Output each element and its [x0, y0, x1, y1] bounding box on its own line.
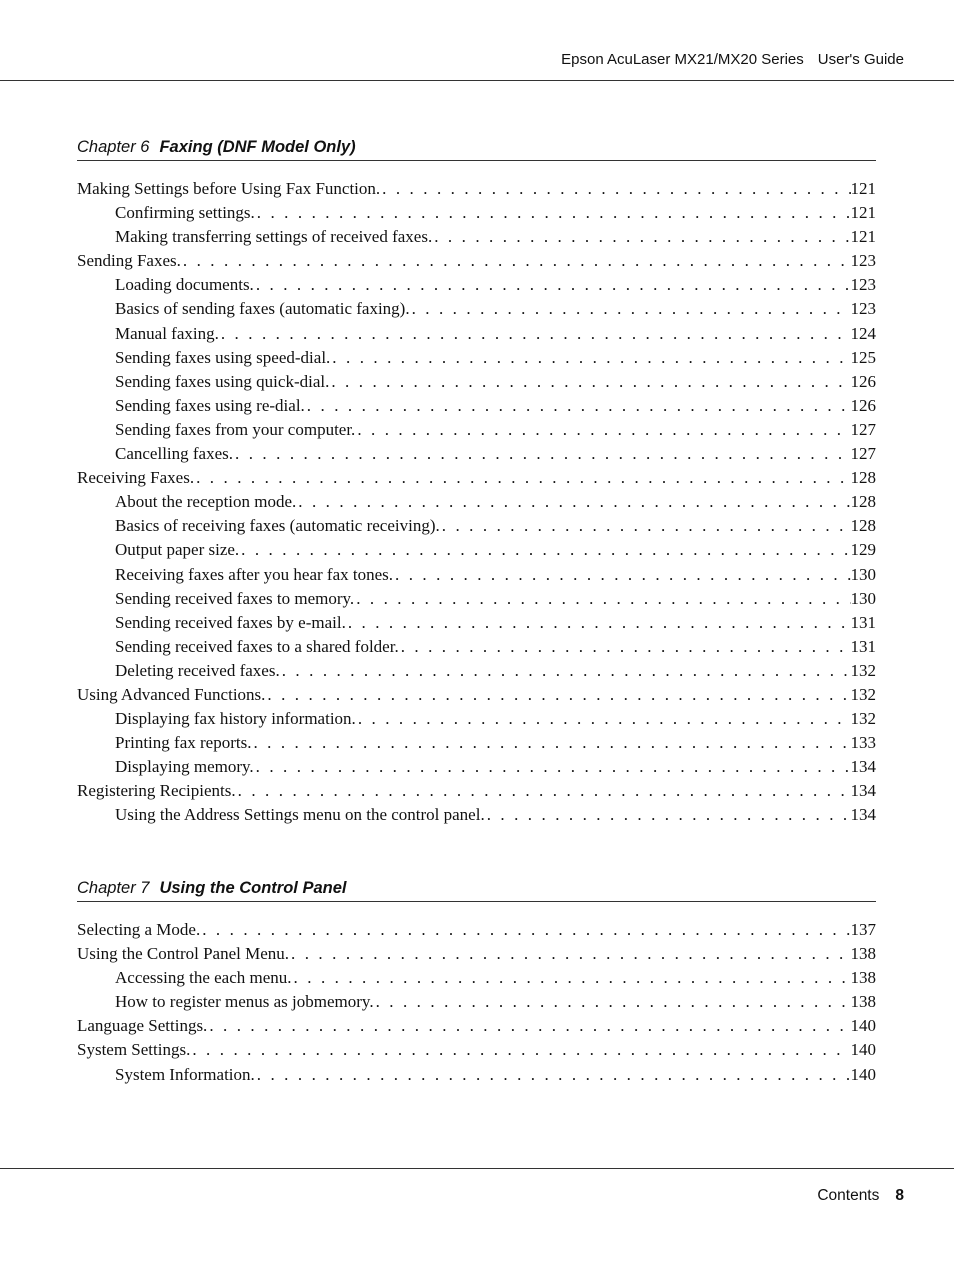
toc-entry-label: Receiving faxes after you hear fax tones. [115, 564, 394, 584]
toc-entry[interactable] [77, 322, 876, 346]
toc-entry-page: 123 [850, 275, 876, 295]
toc-entry-label: Loading documents. [115, 275, 254, 295]
toc-entry-page: 121 [850, 179, 876, 198]
dot-leader [254, 755, 851, 779]
toc-entry[interactable] [77, 490, 876, 514]
chapter-number: Chapter 6 [77, 138, 150, 156]
dot-leader [393, 563, 850, 587]
dot-leader [432, 225, 850, 249]
toc-entry-label: Selecting a Mode. [77, 920, 201, 939]
dot-leader [292, 966, 851, 990]
toc-entry-page: 140 [850, 1016, 876, 1036]
dot-leader [219, 322, 851, 346]
toc-entry[interactable] [77, 635, 876, 659]
toc-entry[interactable] [77, 201, 876, 225]
toc-entry[interactable] [77, 1038, 876, 1062]
dot-leader [329, 370, 850, 394]
toc-entry[interactable] [77, 514, 876, 538]
toc-entry[interactable] [77, 249, 876, 273]
toc-entry[interactable] [77, 683, 876, 707]
toc-entry-label: Using Advanced Functions. [77, 684, 266, 704]
toc-entry[interactable] [77, 418, 876, 442]
toc-entry[interactable] [77, 273, 876, 297]
toc-entry-label: Confirming settings. [115, 203, 255, 223]
dot-leader [399, 635, 851, 659]
toc-entry-page: 134 [850, 781, 876, 801]
toc-entry-label: Sending faxes using speed-dial. [115, 347, 331, 367]
dot-leader [485, 803, 851, 827]
toc-entry-label: Sending received faxes by e-mail. [115, 612, 346, 632]
toc-entry[interactable] [77, 346, 876, 370]
chapter-7-toc [77, 918, 876, 1087]
toc-entry-label: Displaying fax history information. [115, 709, 356, 729]
dot-leader [200, 918, 850, 942]
chapter-title: Faxing (DNF Model Only) [159, 138, 356, 156]
toc-entry-page: 131 [850, 612, 876, 632]
toc-entry-page: 127 [850, 444, 876, 464]
dot-leader [374, 990, 851, 1014]
toc-entry-page: 134 [850, 805, 876, 825]
chapter-7-heading [77, 879, 876, 902]
dot-leader [330, 346, 850, 370]
toc-entry[interactable] [77, 370, 876, 394]
toc-entry-label: Making transferring settings of received faxes. [115, 227, 433, 247]
dot-leader [181, 249, 851, 273]
chapter-title: Using the Control Panel [159, 879, 347, 897]
toc-entry-label: Language Settings. [77, 1016, 208, 1036]
dot-leader [255, 1063, 851, 1087]
dot-leader [346, 611, 851, 635]
toc-entry-label: Basics of receiving faxes (automatic receiving). [115, 516, 440, 536]
dot-leader [233, 442, 850, 466]
toc-entry-label: Manual faxing. [115, 323, 219, 343]
dot-leader [296, 490, 850, 514]
toc-entry[interactable] [77, 225, 876, 249]
toc-entry-label: Output paper size. [115, 540, 240, 560]
toc-entry[interactable] [77, 1063, 876, 1087]
toc-entry-label: Sending faxes from your computer. [115, 419, 356, 439]
toc-entry[interactable] [77, 611, 876, 635]
toc-entry-page: 126 [850, 395, 876, 415]
dot-leader [236, 779, 851, 803]
toc-entry-page: 137 [850, 920, 876, 939]
toc-entry[interactable] [77, 990, 876, 1014]
toc-entry-page: 130 [850, 588, 876, 608]
toc-entry-label: Using the Address Settings menu on the control panel. [115, 805, 485, 825]
toc-entry-label: System Information. [115, 1064, 255, 1084]
toc-entry-label: Making Settings before Using Fax Function. [77, 179, 381, 198]
toc-entry[interactable] [77, 394, 876, 418]
toc-entry-page: 126 [850, 371, 876, 391]
toc-entry-page: 123 [850, 299, 876, 319]
dot-leader [190, 1038, 850, 1062]
page-header [547, 51, 904, 68]
dot-leader [239, 538, 850, 562]
dot-leader [355, 418, 850, 442]
toc-entry-label: Sending received faxes to memory. [115, 588, 355, 608]
footer-section-name: Contents [817, 1187, 880, 1204]
toc-entry-page: 134 [850, 757, 876, 777]
toc-entry-page: 132 [850, 660, 876, 680]
toc-entry-page: 121 [850, 203, 876, 223]
toc-entry-label: Accessing the each menu. [115, 968, 292, 988]
toc-entry-page: 132 [850, 709, 876, 729]
footer-page-number: 8 [895, 1187, 904, 1204]
dot-leader [305, 394, 851, 418]
dot-leader [255, 201, 851, 225]
dot-leader [354, 587, 850, 611]
footer-divider [0, 1168, 954, 1169]
toc-entry-label: Printing fax reports. [115, 733, 252, 753]
dot-leader [251, 731, 850, 755]
toc-entry[interactable] [77, 1014, 876, 1038]
toc-entry-page: 130 [850, 564, 876, 584]
toc-entry[interactable] [77, 538, 876, 562]
toc-entry-page: 138 [850, 968, 876, 988]
toc-entry[interactable] [77, 755, 876, 779]
dot-leader [289, 942, 850, 966]
toc-entry-page: 124 [850, 323, 876, 343]
toc-entry-label: Sending Faxes. [77, 251, 181, 271]
toc-entry-page: 129 [850, 540, 876, 560]
toc-entry-label: Basics of sending faxes (automatic faxing). [115, 299, 410, 319]
dot-leader [280, 659, 851, 683]
toc-entry[interactable] [77, 803, 876, 827]
toc-entry-page: 123 [850, 251, 876, 271]
toc-entry-page: 140 [850, 1040, 876, 1060]
toc-entry-page: 131 [850, 636, 876, 656]
toc-entry[interactable] [77, 587, 876, 611]
chapter-6-toc [77, 177, 876, 828]
header-divider [0, 80, 954, 81]
toc-entry[interactable] [77, 779, 876, 803]
toc-entry[interactable] [77, 659, 876, 683]
toc-entry-page: 132 [850, 684, 876, 704]
toc-entry-label: Displaying memory. [115, 757, 254, 777]
toc-entry[interactable] [77, 563, 876, 587]
dot-leader [440, 514, 851, 538]
toc-entry-label: Deleting received faxes. [115, 660, 280, 680]
toc-entry-page: 140 [850, 1064, 876, 1084]
toc-entry[interactable] [77, 442, 876, 466]
dot-leader [265, 683, 850, 707]
toc-entry-label: Sending received faxes to a shared folder. [115, 636, 399, 656]
toc-entry-page: 128 [850, 492, 876, 512]
toc-entry-label: Cancelling faxes. [115, 444, 234, 464]
dot-leader [356, 707, 851, 731]
chapter-number: Chapter 7 [77, 879, 150, 897]
toc-entry[interactable] [77, 731, 876, 755]
toc-entry-label: About the reception mode. [115, 492, 297, 512]
toc-entry-label: Receiving Faxes. [77, 468, 195, 488]
dot-leader [194, 466, 850, 490]
toc-entry-page: 138 [850, 992, 876, 1012]
toc-entry-page: 128 [850, 468, 876, 488]
toc-entry-page: 138 [850, 944, 876, 964]
toc-entry-label: System Settings. [77, 1040, 191, 1060]
header-product-name: Epson AcuLaser MX21/MX20 Series [561, 51, 804, 68]
toc-entry[interactable] [77, 942, 876, 966]
dot-leader [410, 297, 851, 321]
header-guide-name: User's Guide [817, 51, 904, 68]
toc-entry-label: How to register menus as jobmemory. [115, 992, 374, 1012]
dot-leader [207, 1014, 850, 1038]
toc-entry-page: 133 [850, 733, 876, 753]
chapter-6-heading [77, 138, 876, 161]
dot-leader [254, 273, 851, 297]
toc-entry[interactable] [77, 707, 876, 731]
page-footer [817, 1187, 904, 1205]
toc-entry-label: Registering Recipients. [77, 781, 236, 801]
toc-entry[interactable] [77, 966, 876, 990]
toc-entry[interactable] [77, 918, 876, 942]
toc-entry-page: 121 [850, 227, 876, 247]
toc-entry-label: Sending faxes using re-dial. [115, 395, 305, 415]
dot-leader [380, 177, 850, 201]
toc-entry-page: 128 [850, 516, 876, 536]
toc-entry[interactable] [77, 177, 876, 201]
toc-entry[interactable] [77, 466, 876, 490]
toc-entry-label: Using the Control Panel Menu. [77, 944, 290, 964]
toc-entry-page: 127 [850, 419, 876, 439]
toc-entry-label: Sending faxes using quick-dial. [115, 371, 330, 391]
toc-entry[interactable] [77, 297, 876, 321]
toc-entry-page: 125 [850, 347, 876, 367]
